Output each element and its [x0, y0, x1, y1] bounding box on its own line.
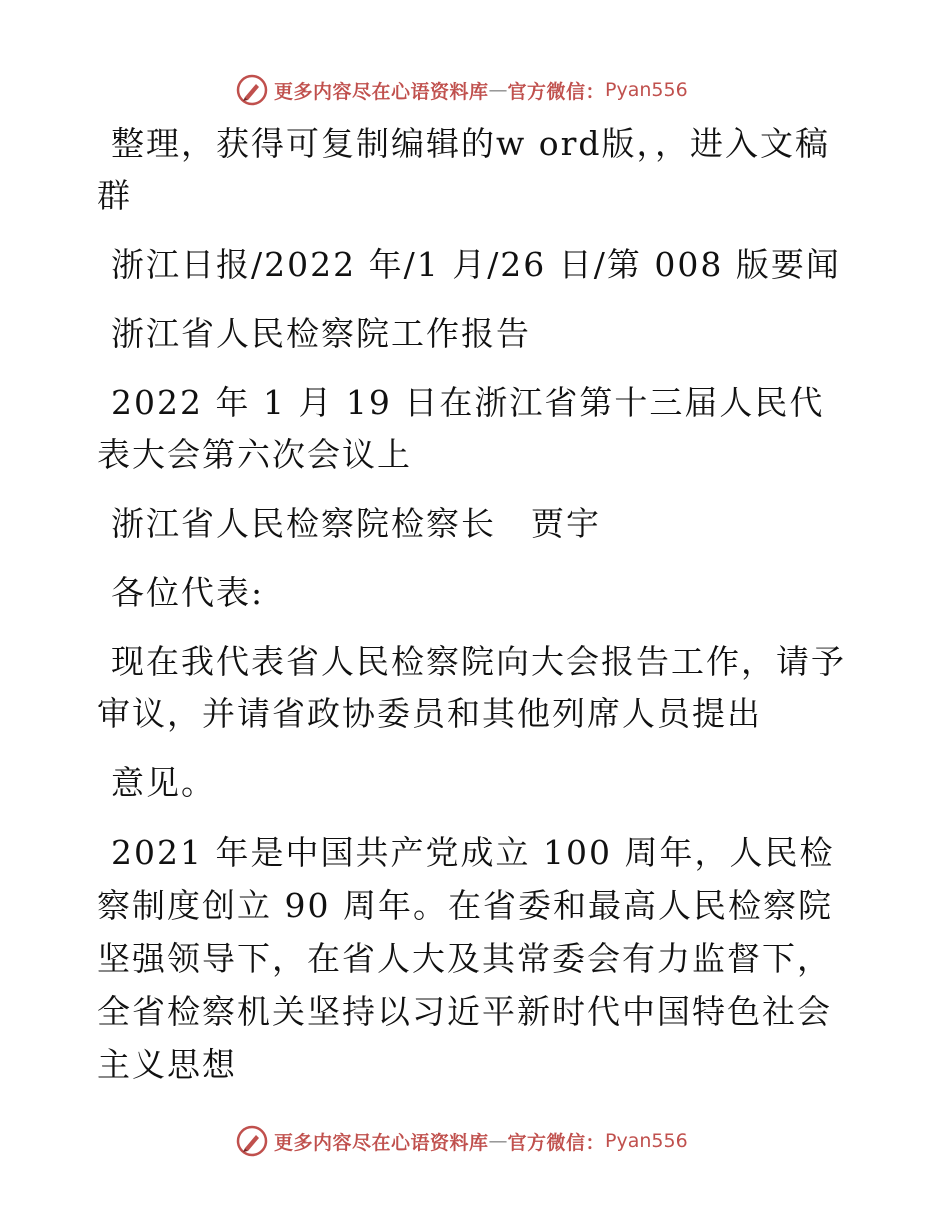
pen-logo-icon: [236, 1125, 268, 1157]
paragraph-body: 2021 年是中国共产党成立 100 周年，人民检察制度创立 90 周年。在省委和最高人民检察院坚强领导下，在省人大及其常委会有力监督下，全省检察机关坚持以习近平新时代中国特色社会主义思想: [97, 833, 835, 1084]
paragraph-meeting-line: 2022 年 1 月 19 日在浙江省第十三届人民代表大会第六次会议上: [97, 383, 825, 474]
watermark-text: 更多内容尽在心语资料库: [274, 1131, 489, 1154]
watermark-header: [236, 73, 688, 107]
watermark-text: 更多内容尽在心语资料库: [274, 80, 489, 103]
report-title: 浙江省人民检察院工作报告: [111, 314, 531, 353]
paragraph-opening-cont: 意见。: [111, 763, 216, 802]
watermark-dash: —: [488, 79, 508, 101]
watermark-suffix: 官方微信：: [507, 1131, 606, 1154]
paragraph-author-line: 浙江省人民检察院检察长 贾宇: [111, 504, 601, 543]
paragraph-salutation: 各位代表:: [111, 573, 265, 612]
watermark-account: Pyan556: [605, 1130, 688, 1152]
watermark-footer: [236, 1124, 688, 1158]
paragraph-source-line: 浙江日报/2022 年/1 月/26 日/第 008 版要闻: [111, 245, 841, 284]
pen-logo-icon: [236, 74, 268, 106]
watermark-suffix: 官方微信：: [507, 80, 606, 103]
document-body: [97, 118, 857, 1108]
watermark-account: Pyan556: [605, 79, 688, 101]
paragraph-opening: 现在我代表省人民检察院向大会报告工作，请予审议，并请省政协委员和其他列席人员提出: [97, 642, 846, 733]
paragraph-intro-note: 整理，获得可复制编辑的w ord版，，进入文稿群: [97, 124, 831, 215]
watermark-dash: —: [488, 1130, 508, 1152]
